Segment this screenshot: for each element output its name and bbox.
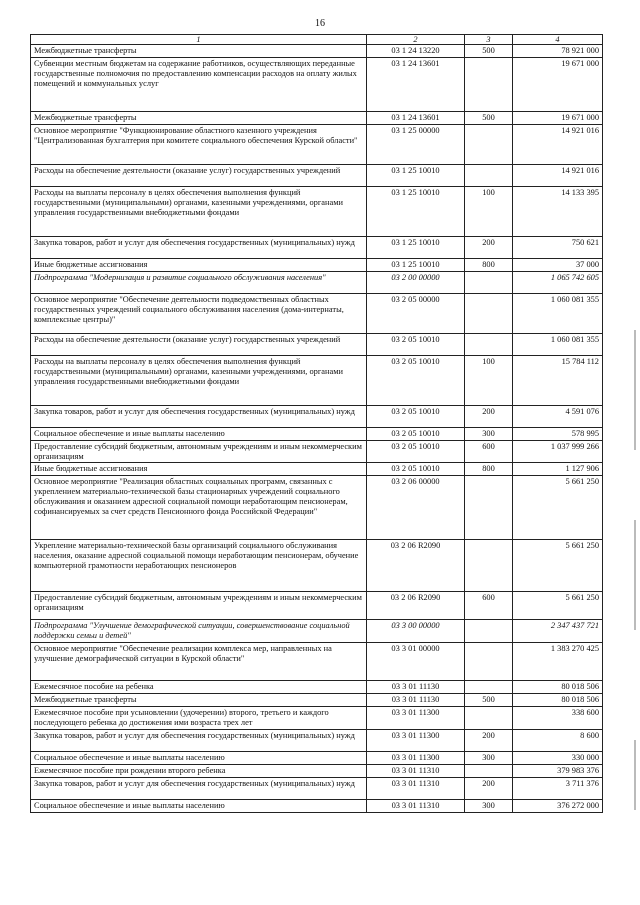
row-vr-cell: 600 [465, 440, 513, 463]
row-name-cell: Иные бюджетные ассигнования [31, 463, 367, 476]
table-row [31, 45, 603, 58]
page-number: 16 [315, 18, 325, 29]
row-name-cell: Расходы на обеспечение деятельности (оказание услуг) государственных учреждений [31, 164, 367, 186]
row-name-cell: Основное мероприятие "Обеспечение деятельности подведомственных областных государственных учреждений социального обслуживания населения (дома-интернаты, комплексные центры)" [31, 293, 367, 333]
row-vr-cell [465, 620, 513, 643]
row-vr-cell: 100 [465, 355, 513, 405]
row-sum-cell: 5 661 250 [513, 540, 603, 592]
table-row [31, 592, 603, 620]
row-sum-cell: 379 983 376 [513, 764, 603, 777]
table-row [31, 111, 603, 124]
row-sum-cell: 3 711 376 [513, 777, 603, 799]
row-sum-cell: 1 037 999 266 [513, 440, 603, 463]
row-name-cell: Межбюджетные трансферты [31, 694, 367, 707]
table-row [31, 681, 603, 694]
budget-table [30, 34, 603, 813]
row-name-cell: Укрепление материально-технической базы организаций социального обслуживания населения, оказание адресной социальной помощи неработающим пенсионерам, обучение компьютерной грамотности неработающих пенсионеров [31, 540, 367, 592]
row-vr-cell: 200 [465, 236, 513, 258]
row-code-cell: 03 3 01 11300 [367, 751, 465, 764]
row-vr-cell: 300 [465, 427, 513, 440]
row-code-cell: 03 3 01 11130 [367, 681, 465, 694]
margin-mark [634, 740, 636, 810]
row-sum-cell: 14 921 016 [513, 164, 603, 186]
row-vr-cell: 100 [465, 186, 513, 236]
table-row [31, 293, 603, 333]
row-name-cell: Подпрограмма "Улучшение демографической ситуации, совершенствование социальной поддержки семьи и детей" [31, 620, 367, 643]
row-sum-cell: 1 065 742 605 [513, 271, 603, 293]
row-code-cell: 03 2 05 00000 [367, 293, 465, 333]
row-vr-cell: 200 [465, 729, 513, 751]
row-vr-cell: 300 [465, 751, 513, 764]
row-name-cell: Расходы на выплаты персоналу в целях обеспечения выполнения функций государственными (муниципальными) органами, казенными учреждениями, органами управления государственными внебюджетными фондами [31, 355, 367, 405]
row-name-cell: Основное мероприятие "Обеспечение реализации комплекса мер, направленных на улучшение демографической ситуации в Курской области" [31, 643, 367, 681]
table-row [31, 186, 603, 236]
table-row [31, 258, 603, 271]
row-name-cell: Предоставление субсидий бюджетным, автономным учреждениям и иным некоммерческим организациям [31, 592, 367, 620]
row-sum-cell: 80 018 506 [513, 694, 603, 707]
margin-mark [634, 520, 636, 630]
row-code-cell: 03 1 25 10010 [367, 186, 465, 236]
row-code-cell: 03 1 24 13601 [367, 57, 465, 111]
row-name-cell: Ежемесячное пособие на ребенка [31, 681, 367, 694]
row-sum-cell: 5 661 250 [513, 476, 603, 540]
row-sum-cell: 376 272 000 [513, 799, 603, 812]
row-name-cell: Субвенции местным бюджетам на содержание работников, осуществляющих переданные государственные полномочия по предоставлению компенсации расходов на оплату жилых помещений и коммунальных услуг [31, 57, 367, 111]
row-code-cell: 03 3 01 11310 [367, 799, 465, 812]
row-code-cell: 03 1 25 10010 [367, 258, 465, 271]
row-name-cell: Социальное обеспечение и иные выплаты населению [31, 799, 367, 812]
row-name-cell: Расходы на выплаты персоналу в целях обеспечения выполнения функций государственными (муниципальными) органами, казенными учреждениями, органами управления государственными внебюджетными фондами [31, 186, 367, 236]
row-code-cell: 03 3 01 11130 [367, 694, 465, 707]
row-vr-cell: 300 [465, 799, 513, 812]
row-sum-cell: 578 995 [513, 427, 603, 440]
row-vr-cell: 600 [465, 592, 513, 620]
row-vr-cell [465, 476, 513, 540]
row-vr-cell [465, 124, 513, 164]
row-sum-cell: 37 000 [513, 258, 603, 271]
row-name-cell: Социальное обеспечение и иные выплаты населению [31, 751, 367, 764]
table-row [31, 440, 603, 463]
table-row [31, 694, 603, 707]
row-code-cell: 03 1 24 13220 [367, 45, 465, 58]
row-sum-cell: 1 127 906 [513, 463, 603, 476]
table-row [31, 164, 603, 186]
row-name-cell: Закупка товаров, работ и услуг для обеспечения государственных (муниципальных) нужд [31, 405, 367, 427]
row-sum-cell: 5 661 250 [513, 592, 603, 620]
row-vr-cell: 500 [465, 45, 513, 58]
row-name-cell: Ежемесячное пособие при рождении второго ребенка [31, 764, 367, 777]
row-name-cell: Закупка товаров, работ и услуг для обеспечения государственных (муниципальных) нужд [31, 236, 367, 258]
row-sum-cell: 1 383 270 425 [513, 643, 603, 681]
row-vr-cell [465, 293, 513, 333]
row-sum-cell: 8 600 [513, 729, 603, 751]
table-row [31, 764, 603, 777]
row-vr-cell [465, 764, 513, 777]
table-row [31, 729, 603, 751]
row-sum-cell: 338 600 [513, 706, 603, 729]
row-sum-cell: 14 133 395 [513, 186, 603, 236]
row-sum-cell: 15 784 112 [513, 355, 603, 405]
row-vr-cell: 200 [465, 405, 513, 427]
table-row [31, 706, 603, 729]
row-name-cell: Закупка товаров, работ и услуг для обеспечения государственных (муниципальных) нужд [31, 777, 367, 799]
row-vr-cell [465, 164, 513, 186]
row-vr-cell [465, 57, 513, 111]
row-sum-cell: 1 060 081 355 [513, 333, 603, 355]
row-code-cell: 03 1 25 10010 [367, 164, 465, 186]
row-code-cell: 03 2 05 10010 [367, 440, 465, 463]
row-vr-cell [465, 271, 513, 293]
row-sum-cell: 78 921 000 [513, 45, 603, 58]
row-code-cell: 03 2 05 10010 [367, 463, 465, 476]
row-code-cell: 03 1 24 13601 [367, 111, 465, 124]
row-name-cell: Основное мероприятие "Функционирование областного казенного учреждения "Централизованная бухгалтерия при комитете социального обеспечения Курской области" [31, 124, 367, 164]
column-header-vr: 3 [465, 35, 513, 45]
table-row [31, 333, 603, 355]
row-vr-cell: 500 [465, 694, 513, 707]
table-row [31, 620, 603, 643]
row-name-cell: Основное мероприятие "Реализация областных социальных программ, связанных с укреплением материально-технической базы стационарных учреждений социального обслуживания и оказанием адресной социальной помощи неработающим пенсионерам, софинансируемых за счет средств Пенсионного фонда Российской Федерации" [31, 476, 367, 540]
table-row [31, 643, 603, 681]
row-code-cell: 03 1 25 00000 [367, 124, 465, 164]
row-name-cell: Межбюджетные трансферты [31, 111, 367, 124]
table-row [31, 476, 603, 540]
table-row [31, 427, 603, 440]
row-sum-cell: 19 671 000 [513, 57, 603, 111]
table-header-row [31, 35, 603, 45]
table-row [31, 57, 603, 111]
row-name-cell: Межбюджетные трансферты [31, 45, 367, 58]
row-vr-cell [465, 681, 513, 694]
row-name-cell: Предоставление субсидий бюджетным, автономным учреждениям и иным некоммерческим организациям [31, 440, 367, 463]
row-sum-cell: 4 591 076 [513, 405, 603, 427]
row-code-cell: 03 2 06 00000 [367, 476, 465, 540]
row-code-cell: 03 2 06 R2090 [367, 592, 465, 620]
row-code-cell: 03 3 01 11300 [367, 729, 465, 751]
row-name-cell: Социальное обеспечение и иные выплаты населению [31, 427, 367, 440]
margin-mark [634, 330, 636, 450]
column-header-code: 2 [367, 35, 465, 45]
table-row [31, 751, 603, 764]
row-name-cell: Ежемесячное пособие при усыновлении (удочерении) второго, третьего и каждого последующего ребенка до достижения ими возраста трех лет [31, 706, 367, 729]
row-vr-cell: 200 [465, 777, 513, 799]
row-code-cell: 03 2 06 R2090 [367, 540, 465, 592]
row-name-cell: Подпрограмма "Модернизация и развитие социального обслуживания населения" [31, 271, 367, 293]
row-code-cell: 03 3 01 11310 [367, 777, 465, 799]
row-code-cell: 03 2 05 10010 [367, 427, 465, 440]
table-row [31, 405, 603, 427]
row-sum-cell: 1 060 081 355 [513, 293, 603, 333]
row-name-cell: Иные бюджетные ассигнования [31, 258, 367, 271]
row-vr-cell [465, 706, 513, 729]
row-sum-cell: 330 000 [513, 751, 603, 764]
row-sum-cell: 80 018 506 [513, 681, 603, 694]
row-vr-cell [465, 333, 513, 355]
table-row [31, 463, 603, 476]
row-code-cell: 03 2 05 10010 [367, 405, 465, 427]
row-vr-cell: 800 [465, 258, 513, 271]
row-name-cell: Закупка товаров, работ и услуг для обеспечения государственных (муниципальных) нужд [31, 729, 367, 751]
row-code-cell: 03 3 01 11310 [367, 764, 465, 777]
table-row [31, 777, 603, 799]
row-code-cell: 03 2 05 10010 [367, 333, 465, 355]
row-name-cell: Расходы на обеспечение деятельности (оказание услуг) государственных учреждений [31, 333, 367, 355]
row-vr-cell: 500 [465, 111, 513, 124]
table-row [31, 271, 603, 293]
row-code-cell: 03 2 05 10010 [367, 355, 465, 405]
row-code-cell: 03 2 00 00000 [367, 271, 465, 293]
column-header-sum: 4 [513, 35, 603, 45]
row-code-cell: 03 3 01 11300 [367, 706, 465, 729]
row-code-cell: 03 3 01 00000 [367, 643, 465, 681]
table-row [31, 355, 603, 405]
row-code-cell: 03 1 25 10010 [367, 236, 465, 258]
table-row [31, 799, 603, 812]
table-row [31, 236, 603, 258]
row-sum-cell: 750 621 [513, 236, 603, 258]
row-sum-cell: 14 921 016 [513, 124, 603, 164]
row-sum-cell: 19 671 000 [513, 111, 603, 124]
row-vr-cell [465, 643, 513, 681]
row-vr-cell [465, 540, 513, 592]
table-row [31, 540, 603, 592]
row-vr-cell: 800 [465, 463, 513, 476]
row-code-cell: 03 3 00 00000 [367, 620, 465, 643]
table-row [31, 124, 603, 164]
row-sum-cell: 2 347 437 721 [513, 620, 603, 643]
column-header-name: 1 [31, 35, 367, 45]
